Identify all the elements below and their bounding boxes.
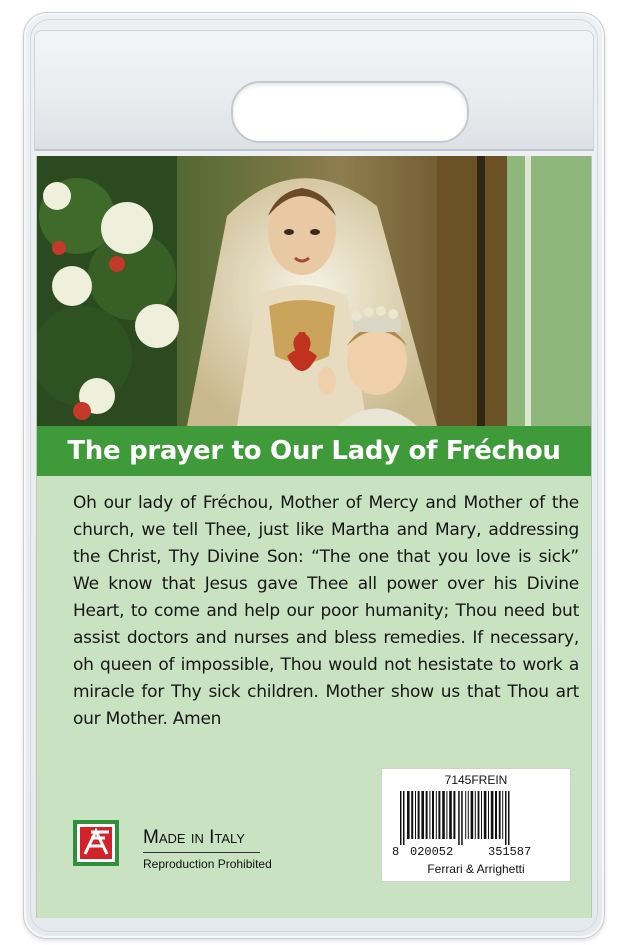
prayer-card [36,156,592,918]
barcode-bar [426,791,428,839]
barcode-digits-left: 020052 [410,845,454,859]
barcode-bar [502,791,503,839]
barcode-bar [438,791,440,839]
reproduction-prohibited: Reproduction Prohibited [143,857,272,871]
logo-icon [73,820,119,866]
product-code: 7145FREIN [444,773,508,787]
brand-name: Ferrari & Arrighetti [427,862,525,876]
barcode-bar [475,791,476,839]
barcode-digit-lead: 8 [392,845,400,859]
barcode-bar [446,791,447,839]
barcode-bar [453,791,455,839]
title-banner [37,426,591,476]
barcode-bar [478,791,480,839]
barcode-bar [403,791,405,845]
barcode-bar [465,791,466,839]
barcode-bar [495,791,497,839]
barcode-bar [488,791,489,839]
ferrari-arrighetti-logo [73,820,119,866]
hang-header [34,30,594,151]
barcode-bar [407,791,410,839]
barcode-bar [432,791,434,839]
barcode-bar [400,791,402,845]
barcode-bar [461,791,463,845]
barcode-bar [411,791,413,839]
barcode-bar [458,791,460,845]
made-divider [143,852,260,853]
barcode-icon [398,791,554,845]
barcode-bar [491,791,494,839]
barcode-bar [421,791,424,839]
barcode-label [381,768,571,882]
barcode-bar [484,791,487,839]
barcode-bar [468,791,469,839]
prayer-text: Oh our lady of Fréchou, Mother of Mercy and Mother of the church, we tell Thee, just like Martha and Mary, addressing the Christ, Thy Divine Son: “The one that you love is sick” We know that Jesus gave Thee all power over his Divine Heart, to come and help our poor humanity; Thou need but assist doctors and nurses and bless remedies. If necessary, oh queen of impossible, Thou would not hesistate to work a miracle for Thy sick children. Mother show us that Thou art our Mother. Amen [73,493,579,729]
barcode-bar [508,791,510,845]
hang-hole [231,81,469,143]
barcode-bar [415,791,416,839]
madonna-photo-art [37,156,591,426]
barcode-bar [418,791,420,839]
madonna-photo [37,156,591,426]
barcode-bar [449,791,452,839]
prayer-title: The prayer to Our Lady of Fréchou [67,436,561,466]
barcode-bar [442,791,445,839]
barcode-bar [481,791,482,839]
barcode-bar [436,791,437,839]
barcode-bar [499,791,501,839]
barcode-bar [471,791,474,839]
barcode-bar [505,791,507,845]
made-in-italy: Made in Italy [143,827,245,848]
barcode-digits-right: 351587 [488,845,532,859]
barcode-bar [429,791,430,839]
